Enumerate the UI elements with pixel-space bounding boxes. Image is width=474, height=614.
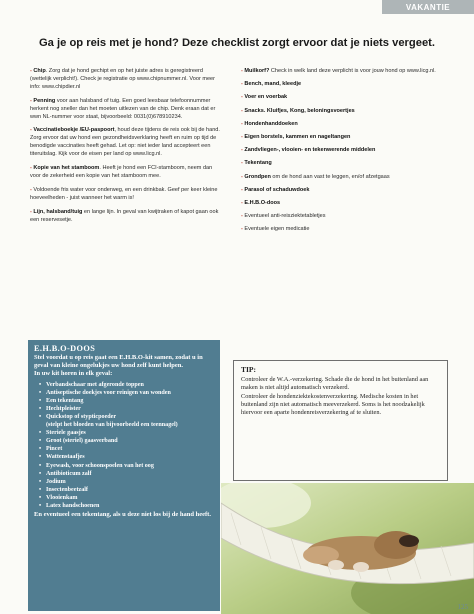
list-item: • Vlooienkam (39, 494, 78, 501)
checklist-item: - Chip. Zorg dat je hond gechipt en op het juiste adres is geregistreerd (wettelijk verplicht!). Check je registratie op www.chipnummer.nl. Voor meer info: www.chipdier.nl (30, 68, 215, 90)
checklist-item: - Kopie van het stamboom. Heeft je hond een FCI-stamboom, neem dan voor de zekerheid een kopie van het stamboom mee. (30, 165, 213, 179)
list-item: • Insectenbeetzalf (39, 486, 88, 493)
first-aid-list (34, 381, 214, 511)
first-aid-panel (28, 340, 220, 611)
tip-title: TIP: (241, 365, 256, 374)
checklist-item: - Voer en voerbak (241, 94, 288, 101)
checklist-item: - Lijn, halsband/tuig en lange lijn. In geval van kwijtraken of kapot gaan ook een reservesetje. (30, 208, 219, 223)
checklist-item: - Grondpen om de hond aan vast te leggen, en/of afzetgaas (241, 173, 390, 180)
checklist-item: - Zandvliegen-, vlooien- en tekenwerende middelen (241, 147, 376, 154)
tip-paragraph: Controleer de W.A.-verzekering. Schade die de hond in het buitenland aan maken is niet altijd automatisch verzekerd. (241, 376, 429, 391)
page-number: 125 (457, 603, 468, 611)
list-item: • Hechtpleister (39, 405, 81, 412)
checklist-item: - Bench, mand, kleedje (241, 81, 302, 88)
checklist-item: - Eigen borstels, kammen en nageltangen (241, 134, 351, 141)
list-item: • Steriele gaasjes (39, 430, 86, 437)
checklist-item: - Voldoende fris water voor onderweg, en een drinkbak. Geef per keer kleine hoeveelheden - juist wanneer het warm is! (30, 186, 218, 201)
list-item: (stelpt het bloeden van bijvoorbeeld een teennagel) (46, 422, 178, 429)
checklist-item: - Hondenhanddoeken (241, 120, 298, 127)
tip-box (233, 360, 448, 481)
list-item: • Jodium (39, 478, 66, 485)
list-item: • Antiseptische doekjes voor reinigen van wonden (39, 389, 171, 396)
checklist-item: - Muilkorf? Check in welk land deze verplicht is voor jouw hond op www.licg.nl. (241, 68, 436, 74)
checklist-item: - E.H.B.O-doos (241, 200, 281, 207)
first-aid-outro: En eventueel een tekentang, als u deze niet los bij de hand heeft. (34, 511, 211, 519)
checklist-left-column (30, 68, 222, 231)
list-item: • Een tekentang (39, 397, 84, 404)
tip-paragraph: Controleer de hondenziektekostenverzekering. Medische kosten in het buitenland zijn niet automatisch meeverzekerd. Soms is het noodzakelijk hiervoor een aparte hondenreisverzekering af te sluiten. (241, 393, 425, 416)
page-headline: Ga je op reis met je hond? Deze checklist zorgt ervoor dat je niets vergeet. (38, 37, 436, 49)
list-item: • Latex handschoenen (39, 503, 100, 510)
checklist-item: - Vaccinatieboekje /EU-paspoort, houd deze tijdens de reis ook bij de hand. Zorg ervoor dat uw hond een gezondheidsverklaring heeft en ruim op tijd de benodigde vaccinaties heeft gehad. Let op: niet ieder land accepteert een titeruitslag. Kijk voor de eisen per land op www.licg.nl. (30, 127, 220, 158)
first-aid-subheading: In uw kit horen in elk geval: (34, 370, 113, 378)
list-item: • Verbandschaar met afgeronde toppen (39, 381, 144, 388)
checklist-item: - Tekentang (241, 160, 272, 167)
list-item: • Pincet (39, 446, 63, 453)
checklist-item: - Eventuele eigen medicatie (241, 226, 310, 233)
list-item: • Wattenstaafjes (39, 454, 85, 461)
checklist-item: - Snacks. Kluifjes, Kong, beloningsvoertjes (241, 107, 355, 114)
first-aid-intro: Stel voordat u op reis gaat een E.H.B.O-kit samen, zodat u in geval van kleine ongelukjes uw hond zelf kunt helpen. (34, 354, 203, 370)
checklist-right-column (241, 68, 446, 240)
section-tab: VAKANTIE (382, 0, 474, 14)
list-item: • Antibioticum zalf (39, 470, 92, 477)
list-item: • Quickstop of stypticpoeder (39, 413, 117, 420)
checklist-item: - Penning voor aan halsband of tuig. Een goed leesbaar telefoonnummer herkent nog sneller dan het moeten uitlezen van de chip. Denk eraan dat er wwn NL-nummer voor staat, bijvoorbeeld: 0031(0)678910234. (30, 97, 216, 120)
checklist-item: - Eventueel anti-reisziektetabletjes (241, 213, 326, 220)
first-aid-title: E.H.B.O-DOOS (34, 344, 96, 353)
dog-in-hammock-photo (221, 483, 474, 614)
list-item: • Eyewash, voor schoonspoelen van het oog (39, 462, 154, 469)
checklist-item: - Parasol of schaduwdoek (241, 186, 310, 193)
list-item: • Groot (steriel) gaasverband (39, 438, 118, 445)
